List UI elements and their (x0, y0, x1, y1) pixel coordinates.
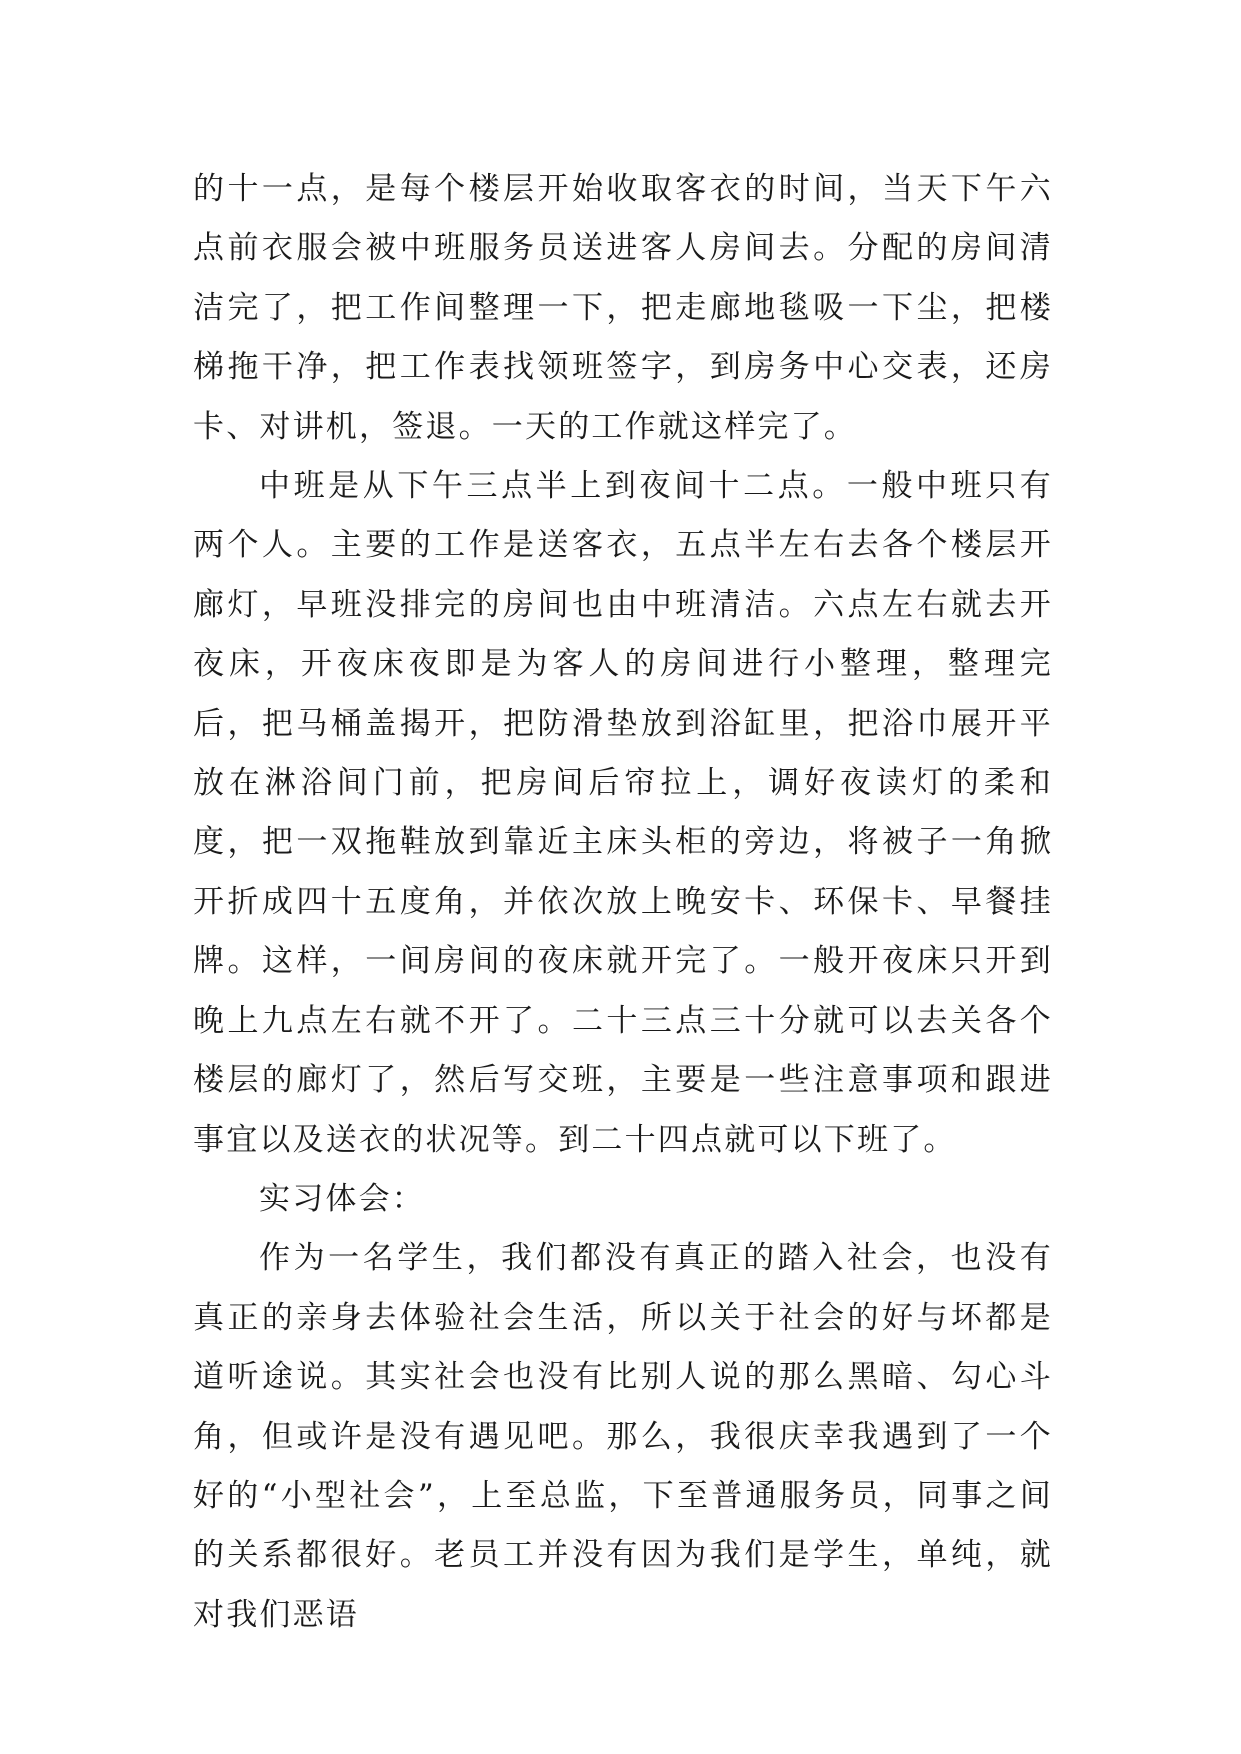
paragraph-middle-shift: 中班是从下午三点半上到夜间十二点。一般中班只有两个人。主要的工作是送客衣，五点半左右去各个楼层开廊灯，早班没排完的房间也由中班清洁。六点左右就去开夜床，开夜床夜即是为客人的房间进行小整理，整理完后，把马桶盖揭开，把防滑垫放到浴缸里，把浴巾展开平放在淋浴间门前，把房间后帘拉上，调好夜读灯的柔和度，把一双拖鞋放到靠近主床头柜的旁边，将被子一角掀开折成四十五度角，并依次放上晚安卡、环保卡、早餐挂牌。这样，一间房间的夜床就开完了。一般开夜床只开到晚上九点左右就不开了。二十三点三十分就可以去关各个楼层的廊灯了，然后写交班，主要是一些注意事项和跟进事宜以及送衣的状况等。到二十四点就可以下班了。 (193, 468, 1053, 1158)
document-body (193, 160, 1053, 1645)
paragraph-reflection: 作为一名学生，我们都没有真正的踏入社会，也没有真正的亲身去体验社会生活，所以关于社会的好与坏都是道听途说。其实社会也没有比别人说的那么黑暗、勾心斗角，但或许是没有遇见吧。那么，我很庆幸我遇到了一个好的“小型社会”，上至总监，下至普通服务员，同事之间的关系都很好。老员工并没有因为我们是学生，单纯，就对我们恶语 (193, 1240, 1053, 1633)
section-heading-internship-reflection: 实习体会： (259, 1180, 425, 1217)
paragraph-cleaning-routine: 的十一点，是每个楼层开始收取客衣的时间，当天下午六点前衣服会被中班服务员送进客人房间去。分配的房间清洁完了，把工作间整理一下，把走廊地毯吸一下尘，把楼梯拖干净，把工作表找领班签字，到房务中心交表，还房卡、对讲机，签退。一天的工作就这样完了。 (193, 171, 1053, 445)
